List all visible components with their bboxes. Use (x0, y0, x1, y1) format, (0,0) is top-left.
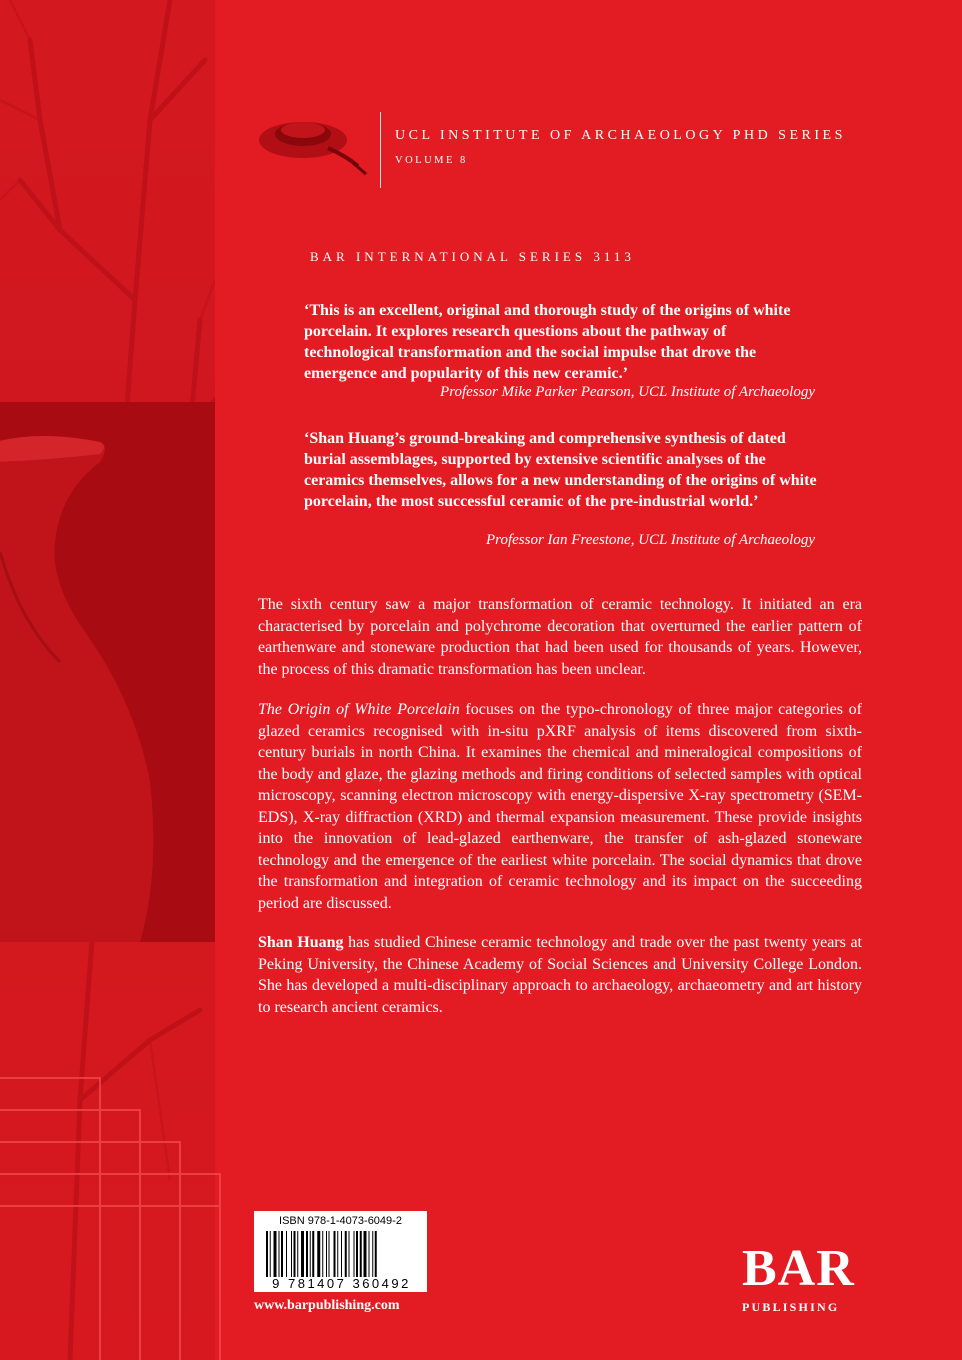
description-paragraph: The sixth century saw a major transformation of ceramic technology. It initiated an era characterised by porcelain and polychrome decoration that overturned the earlier pattern of earthenware and stoneware production that had been used for thousands of years. However, the process of this dramatic transformation has been unclear. (258, 596, 862, 678)
barcode-bar (286, 1231, 287, 1277)
barcode-bar (294, 1231, 296, 1277)
header-divider (380, 112, 381, 188)
description-paragraph (258, 699, 862, 914)
quote-attribution: Professor Ian Freestone, UCL Institute of Archaeology (486, 532, 815, 548)
barcode-bar (334, 1231, 336, 1277)
author-name: Shan Huang (258, 934, 344, 951)
series-volume: VOLUME 8 (395, 155, 468, 166)
bar-series-number: BAR INTERNATIONAL SERIES 3113 (310, 249, 635, 264)
barcode-bar (274, 1231, 277, 1277)
barcode-bar (364, 1231, 367, 1277)
barcode-bar (369, 1231, 370, 1277)
barcode-bar (297, 1231, 298, 1277)
review-quote: ‘This is an excellent, original and thorough study of the origins of white porcelain. It explores research questions about the pathway of technological transformation and the social impulse that drove the emergence and popularity of this new ceramic.’ (304, 302, 791, 382)
barcode-bar (360, 1231, 362, 1277)
barcode-bar (372, 1231, 373, 1277)
red-hat-logo-icon (258, 108, 368, 178)
isbn-text: ISBN 978-1-4073-6049-2 (279, 1215, 402, 1227)
barcode-bar (375, 1231, 377, 1277)
barcode-bar (345, 1231, 347, 1277)
series-title: UCL INSTITUTE OF ARCHAEOLOGY PHD SERIES (395, 128, 846, 143)
barcode-bar (281, 1231, 283, 1277)
author-bio (258, 932, 862, 1018)
paragraph-text: focuses on the typo-chronology of three major categories of glazed ceramics recognised with in-situ pXRF analysis of items discovered from sixth-century burials in north China. It examines the chemical and mineralogical compositions of the body and glaze, the glazing methods and firing conditions of selected samples with optical microscopy, scanning electron microscopy with energy-dispersive X-ray spectrometry (SEM-EDS), X-ray diffraction (XRD) and thermal expansion measurement. These provide insights into the innovation of lead-glazed earthenware, the transfer of ash-glazed stoneware technology and the emergence of the earliest white porcelain. The social dynamics that drove the transformation and integration of ceramic technology and its impact on the succeeding period are discussed. (258, 701, 863, 912)
barcode-bar (329, 1231, 330, 1277)
publisher-logo: BAR (742, 1240, 855, 1297)
publisher-website: www.barpublishing.com (254, 1298, 400, 1313)
barcode-bar (291, 1231, 292, 1277)
barcode-bar (322, 1231, 323, 1277)
isbn-barcode (254, 1211, 427, 1292)
barcode-icon (266, 1231, 416, 1277)
quote-attribution: Professor Mike Parker Pearson, UCL Institute of Archaeology (440, 384, 815, 400)
barcode-bar (326, 1231, 327, 1277)
barcode-bar (270, 1231, 271, 1277)
barcode-bar (337, 1231, 338, 1277)
barcode-bar (341, 1231, 342, 1277)
barcode-bar (266, 1231, 268, 1277)
barcode-bar (306, 1231, 308, 1277)
barcode-bar (349, 1231, 350, 1277)
paragraph-text: has studied Chinese ceramic technology and trade over the past twenty years at Peking University, the Chinese Academy of Social Sciences and University College London. She has developed a multi-disciplinary approach to archaeology, archaeometry and art history to research ancient ceramics. (258, 934, 863, 1016)
barcode-bar (310, 1231, 311, 1277)
barcode-bar (317, 1231, 320, 1277)
barcode-bar (354, 1231, 355, 1277)
publisher-logo-subtitle: PUBLISHING (742, 1300, 840, 1314)
barcode-bar (279, 1231, 280, 1277)
barcode-digits: 9 781407 360492 (272, 1276, 411, 1291)
barcode-bar (301, 1231, 304, 1277)
barcode-bar (312, 1231, 314, 1277)
book-title: The Origin of White Porcelain (258, 701, 460, 718)
institute-logo (258, 108, 368, 183)
review-quote: ‘Shan Huang’s ground-breaking and comprehensive synthesis of dated burial assemblages, supported by extensive scientific analyses of the ceramics themselves, allows for a new understanding of the origins of white porcelain, the most successful ceramic of the pre-industrial world.’ (304, 430, 817, 510)
barcode-bar (356, 1231, 358, 1277)
